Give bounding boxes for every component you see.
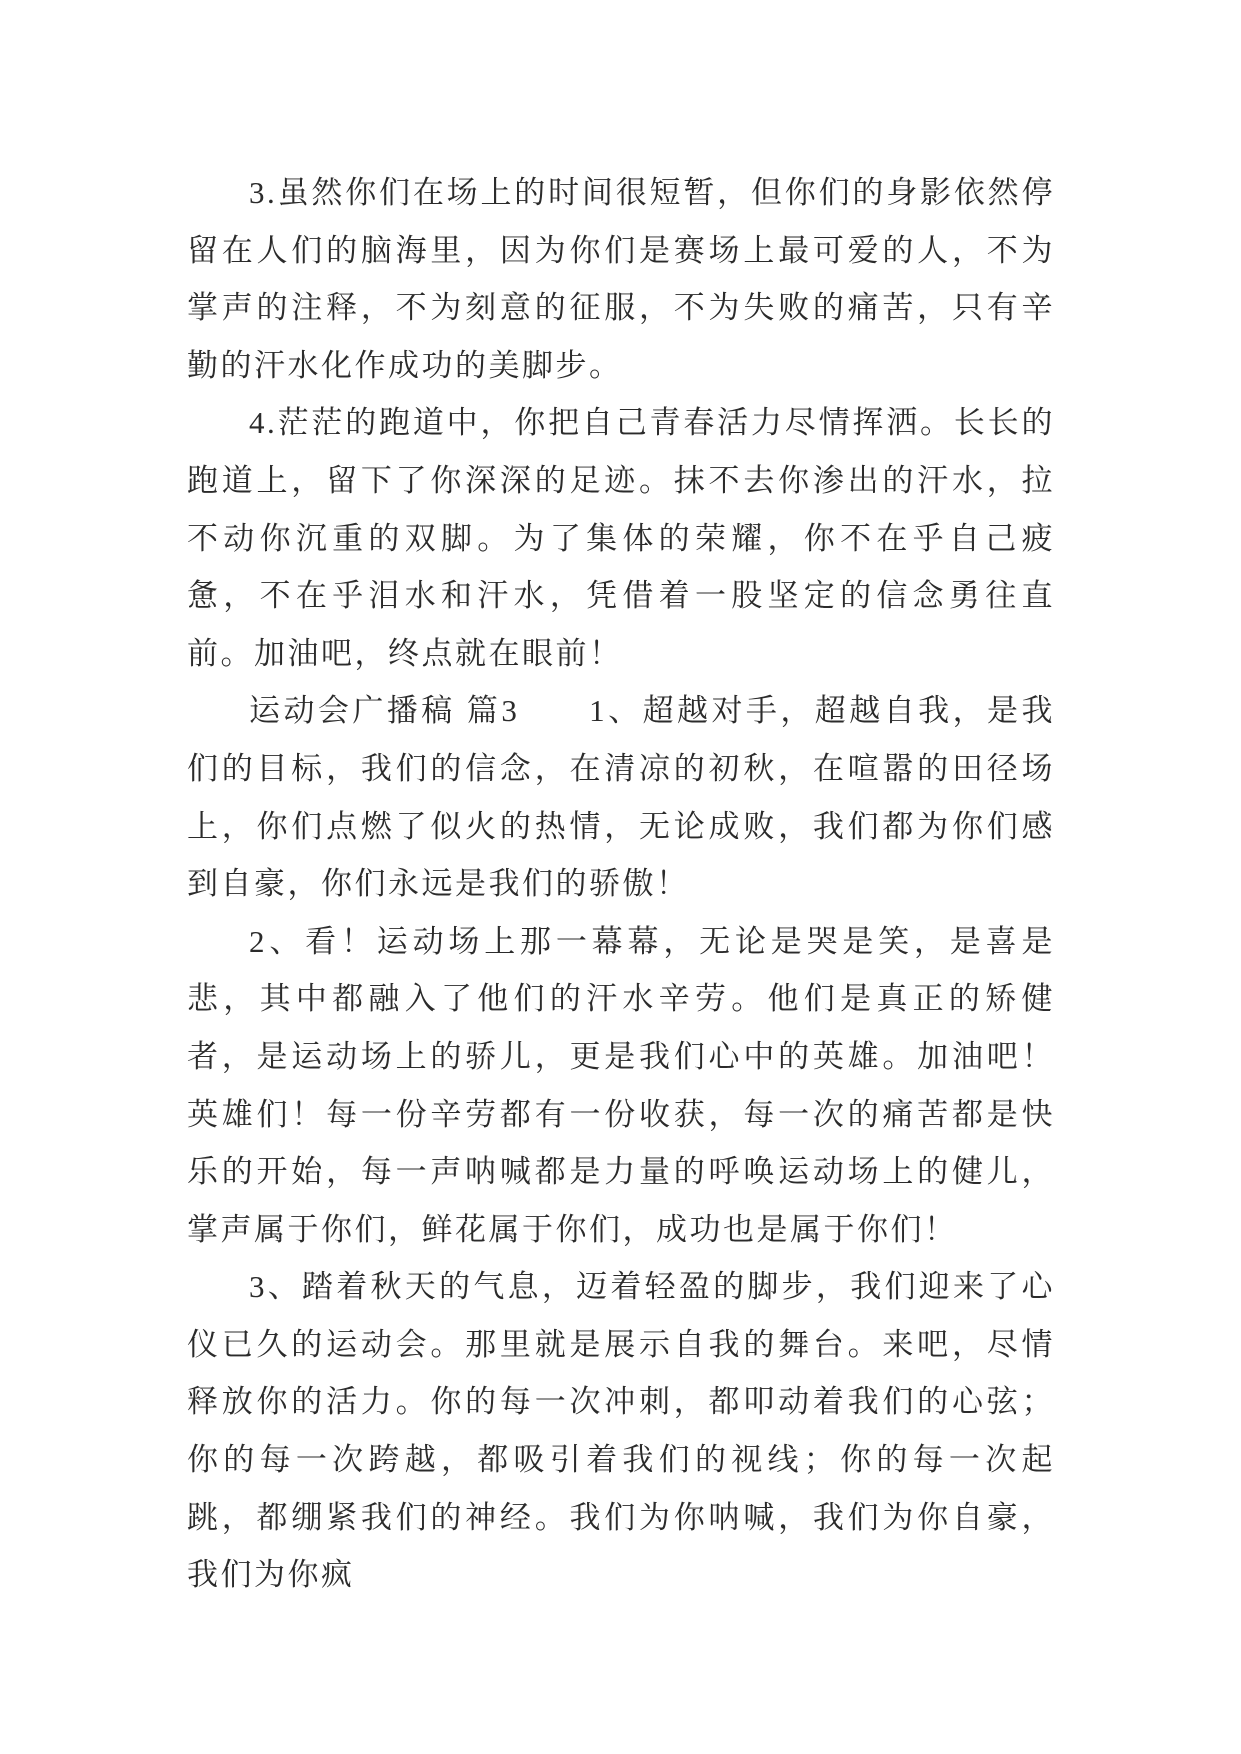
paragraph: 4.茫茫的跑道中，你把自己青春活力尽情挥洒。长长的跑道上，留下了你深深的足迹。抹不去你渗出的汗水，拉不动你沉重的双脚。为了集体的荣耀，你不在乎自己疲惫，不在乎泪水和汗水，凭借着一股坚定的信念勇往直前。加油吧，终点就在眼前！ xyxy=(187,405,1055,671)
document-text-block xyxy=(187,164,1055,1604)
paragraph: 3、踏着秋天的气息，迈着轻盈的脚步，我们迎来了心仪已久的运动会。那里就是展示自我的舞台。来吧，尽情释放你的活力。你的每一次冲刺，都叩动着我们的心弦；你的每一次跨越，都吸引着我们的视线；你的每一次起跳，都绷紧我们的神经。我们为你呐喊，我们为你自豪，我们为你疯 xyxy=(187,1269,1055,1593)
paragraph: 3.虽然你们在场上的时间很短暂，但你们的身影依然停留在人们的脑海里，因为你们是赛场上最可爱的人，不为掌声的注释，不为刻意的征服，不为失败的痛苦，只有辛勤的汗水化作成功的美脚步。 xyxy=(187,175,1055,383)
paragraph: 运动会广播稿 篇3 1、超越对手，超越自我，是我们的目标，我们的信念，在清凉的初秋，在喧嚣的田径场上，你们点燃了似火的热情，无论成败，我们都为你们感到自豪，你们永远是我们的骄傲！ xyxy=(187,693,1055,902)
paragraph: 2、看！运动场上那一幕幕，无论是哭是笑，是喜是悲，其中都融入了他们的汗水辛劳。他们是真正的矫健者，是运动场上的骄儿，更是我们心中的英雄。加油吧！英雄们！每一份辛劳都有一份收获，每一次的痛苦都是快乐的开始，每一声呐喊都是力量的呼唤运动场上的健儿，掌声属于你们，鲜花属于你们，成功也是属于你们！ xyxy=(187,923,1055,1247)
